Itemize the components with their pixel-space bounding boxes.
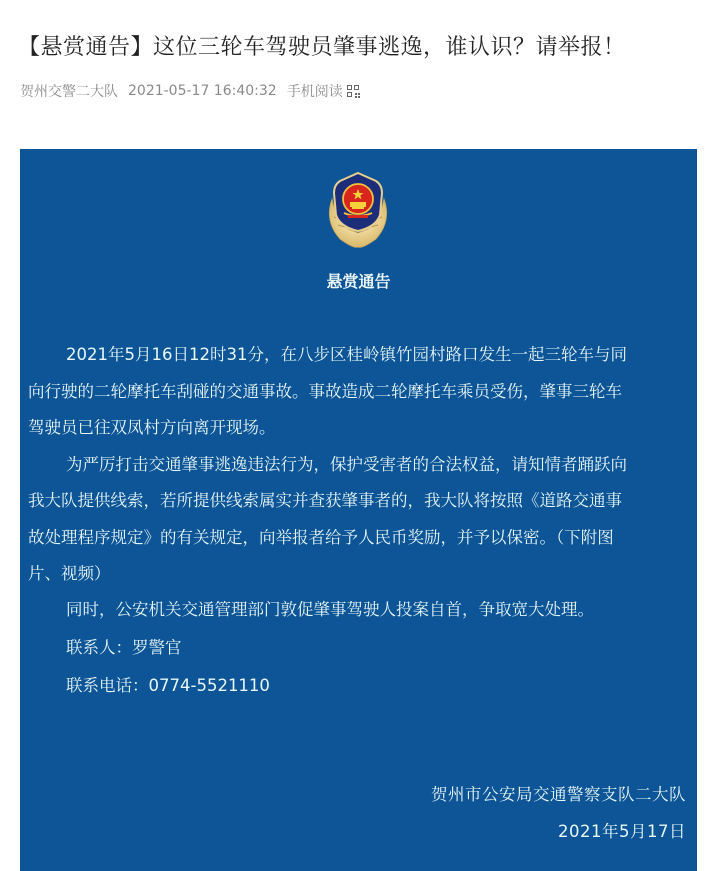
qr-code-icon[interactable] (347, 85, 360, 98)
notice-heading: 悬赏通告 (326, 272, 391, 291)
signature-date: 2021年5月17日 (558, 822, 686, 841)
mobile-read-link[interactable]: 手机阅读 (286, 84, 343, 100)
contact-person: 联系人：罗警官 (66, 638, 182, 657)
text-line: 为严厉打击交通肇事逃逸违法行为，保护受害者的合法权益，请知情者踊跃向 (66, 454, 627, 474)
text-line: 片、视频） (28, 564, 111, 583)
text-line: 故处理程序规定》的有关规定，向举报者给予人民币奖励，并予以保密。（下附图 (28, 527, 614, 547)
text-line: 向行驶的二轮摩托车刮碰的交通事故。事故造成二轮摩托车乘员受伤，肇事三轮车 (28, 381, 622, 401)
text-line: 我大队提供线索，若所提供线索属实并查获肇事者的，我大队将按照《道路交通事 (28, 491, 622, 510)
contact-phone: 联系电话：0774-5521110 (66, 676, 270, 695)
publish-datetime: 2021-05-17 16:40:32 (128, 83, 277, 99)
notice-body (28, 337, 690, 593)
paragraph-reward (28, 447, 690, 593)
reward-notice-panel (20, 149, 697, 871)
appeal-text: 同时，公安机关交通管理部门敦促肇事驾驶人投案自首，争取宽大处理。 (66, 600, 594, 619)
text-line: 驾驶员已往双凤村方向离开现场。 (28, 418, 276, 437)
text-line: 2021年5月16日12时31分，在八步区桂岭镇竹园村路口发生一起三轮车与同 (66, 345, 627, 364)
article-meta (20, 81, 370, 101)
article-title: 【悬赏通告】这位三轮车驾驶员肇事逃逸，谁认识？请举报！ (18, 35, 626, 60)
paragraph-incident (28, 337, 690, 447)
author-link[interactable]: 贺州交警二大队 (20, 84, 118, 100)
police-emblem-icon (318, 169, 398, 249)
signature-org: 贺州市公安局交通警察支队二大队 (431, 785, 686, 804)
